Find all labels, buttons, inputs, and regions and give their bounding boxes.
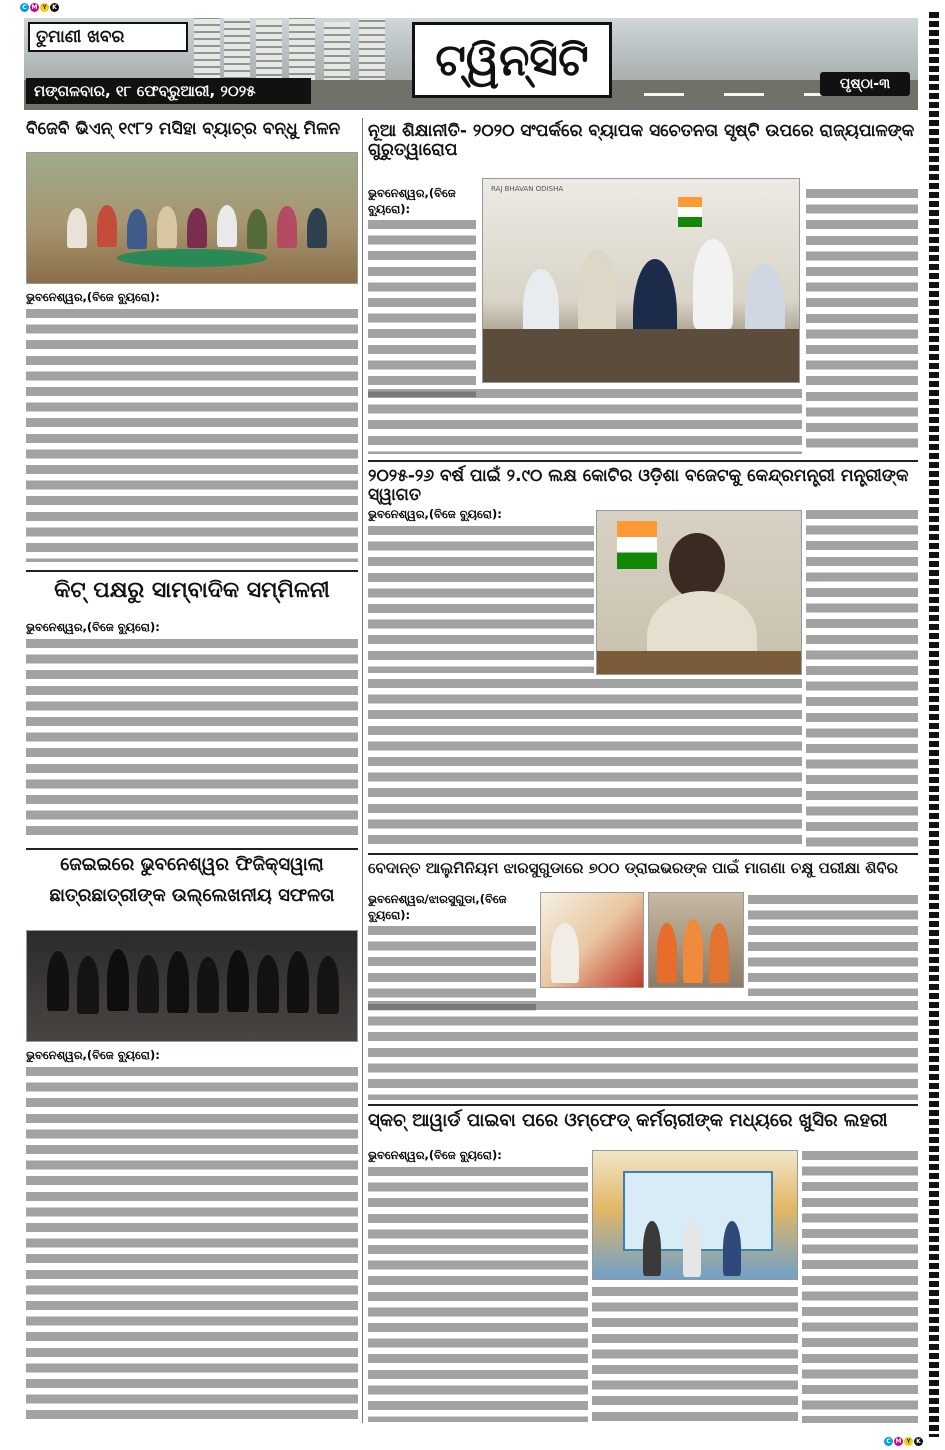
article-alumni-body: [26, 290, 358, 562]
article-vedanta-col-right: [748, 892, 918, 996]
dateline: ଭୁବନେଶ୍ୱର,(ବିଜେ ବ୍ୟୁରୋ):: [26, 1048, 160, 1062]
article-education-col-right: [806, 186, 918, 454]
cmyk-c: C: [20, 3, 29, 12]
photo-caption-text: RAJ BHAVAN ODISHA: [491, 185, 564, 193]
dateline: ଭୁବନେଶ୍ୱର/ଝାରସୁଗୁଡା,(ବିଜେ ବ୍ୟୁରୋ):: [368, 892, 507, 922]
article-jee-body: [26, 1048, 358, 1423]
dateline: ଭୁବନେଶ୍ୱର,(ବିଜେ ବ୍ୟୁରୋ):: [368, 1148, 502, 1162]
headline-kit-press-meet: କିଟ୍ ପକ୍ଷରୁ ସାମ୍ବାଦିକ ସମ୍ମିଳନୀ: [54, 578, 330, 603]
issue-date: ମଙ୍ଗଳବାର, ୧୮ ଫେବ୍ରୁଆରୀ, ୨୦୨୫: [26, 78, 311, 104]
article-budget-col-right: [806, 507, 918, 847]
headline-budget-welcome: ୨୦୨୫-୨୬ ବର୍ଷ ପାଇଁ ୨.୯୦ ଲକ୍ଷ କୋଟିର ଓଡ଼ିଶା ବଜେଟକୁ କେନ୍ଦ୍ରମନ୍ତ୍ରୀ ମନ୍ତ୍ରୀଙ୍କ ସ୍ୱାଗତ: [368, 466, 909, 505]
photo-omfed-stall: [592, 1150, 798, 1280]
divider: [26, 848, 358, 850]
photo-eye-camp-banner: [540, 892, 644, 988]
dateline: ଭୁବନେଶ୍ୱର,(ବିଜେ ବ୍ୟୁରୋ):: [26, 290, 160, 304]
registration-bar: [929, 12, 939, 1437]
article-budget-bottom: [368, 676, 802, 848]
divider: [26, 570, 358, 572]
headline-omfed-award: ସ୍କଚ୍ ଆୱାର୍ଡ ପାଇବା ପରେ ଓମ୍ଫେଡ୍ କର୍ମଚାରୀଙ୍କ ମଧ୍ୟରେ ଖୁସିର ଲହରୀ: [368, 1110, 888, 1131]
divider: [368, 1104, 918, 1106]
dateline: ଭୁବନେଶ୍ୱର,(ବିଜେ ବ୍ୟୁରୋ):: [368, 186, 456, 216]
article-omfed-col-right: [802, 1148, 918, 1423]
article-omfed-col1: [368, 1148, 588, 1423]
column-divider: [362, 118, 363, 1423]
cmyk-m: M: [895, 1438, 902, 1445]
cmyk-c: C: [884, 1437, 893, 1446]
cmyk-k: K: [50, 3, 59, 12]
divider: [368, 460, 918, 462]
section-title: ଟ୍ୱିନ୍‌ସିଟି: [412, 22, 612, 98]
article-education-col1: [368, 186, 476, 381]
article-kit-body: [26, 620, 358, 840]
photo-alumni-group: [26, 152, 358, 284]
article-education-bottom: [368, 386, 802, 454]
headline-jee-success-line2: ଛାତ୍ରଛାତ୍ରୀଙ୍କ ଉଲ୍ଲେଖନୀୟ ସଫଳତା: [49, 885, 335, 906]
headline-education-policy: ନୂଆ ଶିକ୍ଷାନୀତି- ୨୦୨୦ ସଂପର୍କରେ ବ୍ୟାପକ ସଚେତନତା ସୃଷ୍ଟି ଉପରେ ରାଜ୍ୟପାଳଙ୍କ ଗୁରୁତ୍ୱାରୋପ: [368, 121, 915, 160]
headline-alumni-meet: ବିଜେବି ଭିଏନ୍ ୧୯୮୨ ମସିହା ବ୍ୟାଚ୍‌ର ବନ୍ଧୁ ମିଳନ: [26, 119, 341, 139]
article-vedanta-col1: [368, 892, 536, 996]
dateline: ଭୁବନେଶ୍ୱର,(ବିଜେ ବ୍ୟୁରୋ):: [368, 507, 502, 521]
cmyk-marks-top: [20, 3, 59, 12]
cmyk-y: Y: [904, 1437, 913, 1446]
divider: [368, 853, 918, 855]
photo-students-group: [26, 930, 358, 1042]
headline-jee-success-line1: ଜେଇଇରେ ଭୁବନେଶ୍ୱର ଫିଜିକ୍ସୱାଲା: [60, 854, 324, 875]
photo-raj-bhavan-meeting: [482, 178, 800, 383]
article-omfed-bottom: [592, 1284, 798, 1423]
cmyk-y: Y: [40, 3, 49, 12]
cmyk-marks-bottom: [884, 1437, 923, 1446]
photo-union-minister: [596, 510, 802, 675]
cmyk-m: M: [31, 4, 38, 11]
masthead: [24, 18, 918, 110]
headline-vedanta-eye-camp: ବେଦାନ୍ତ ଆଲୁମିନିୟମ ଝାରସୁଗୁଡାରେ ୭୦୦ ଡ୍ରାଇଭରଙ୍କ ପାଇଁ ମାଗଣା ଚକ୍ଷୁ ପରୀକ୍ଷା ଶିବିର: [368, 859, 899, 877]
dateline: ଭୁବନେଶ୍ୱର,(ବିଜେ ବ୍ୟୁରୋ):: [26, 620, 160, 634]
article-budget-col1: [368, 507, 594, 672]
brand-logo: ତୁମାଣୀ ଖବର: [28, 22, 188, 52]
photo-eye-camp-drivers: [648, 892, 744, 988]
article-vedanta-bottom: [368, 998, 918, 1100]
cmyk-k: K: [914, 1437, 923, 1446]
page-number: ପୃଷ୍ଠା-୩: [820, 72, 910, 96]
